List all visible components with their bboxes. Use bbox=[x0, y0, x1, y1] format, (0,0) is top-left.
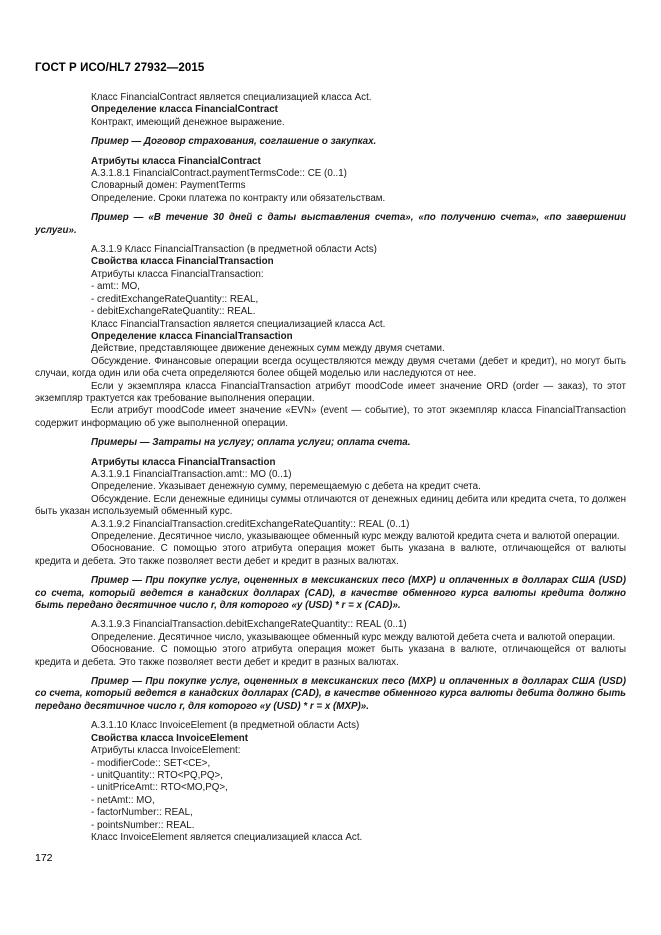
paragraph: - creditExchangeRateQuantity:: REAL, bbox=[91, 293, 259, 305]
paragraph: A.3.1.8.1 FinancialContract.paymentTermsCode:: CE (0..1) bbox=[91, 168, 347, 180]
paragraph: Если у экземпляра класса FinancialTransaction атрибут moodCode имеет значение ORD (order — заказ), то этот экземпляр трактуется как требование выполнения операции. bbox=[35, 380, 626, 404]
paragraph: Словарный домен: PaymentTerms bbox=[91, 180, 246, 192]
paragraph: Атрибуты класса FinancialTransaction: bbox=[91, 268, 264, 280]
paragraph: - amt:: MO, bbox=[91, 281, 140, 293]
paragraph: Обоснование. С помощью этого атрибута операция может быть указана в валюте, отличающейся от валюты кредита и дебета. Это также позволяет вести дебет и кредит в разных валютах. bbox=[35, 644, 626, 668]
paragraph: A.3.1.9.2 FinancialTransaction.creditExchangeRateQuantity:: REAL (0..1) bbox=[91, 518, 410, 530]
paragraph: - pointsNumber:: REAL. bbox=[91, 819, 195, 831]
paragraph: Определение. Сроки платежа по контракту или обязательствам. bbox=[91, 192, 386, 204]
paragraph: - unitQuantity:: RTO<PQ,PQ>, bbox=[91, 769, 223, 781]
paragraph-gap bbox=[35, 430, 626, 437]
section-heading: Определение класса FinancialTransaction bbox=[91, 330, 293, 342]
paragraph: Действие, представляющее движение денежных сумм между двумя счетами. bbox=[91, 343, 445, 355]
paragraph-gap bbox=[35, 568, 626, 575]
paragraph: Обоснование. С помощью этого атрибута операция может быть указана в валюте, отличающейся от валюты кредита и дебета. Это также позволяет вести дебет и кредит в разных валютах. bbox=[35, 543, 626, 567]
paragraph-gap bbox=[35, 237, 626, 244]
paragraph-gap bbox=[35, 669, 626, 676]
paragraph: Атрибуты класса InvoiceElement: bbox=[91, 745, 241, 757]
section-heading: Атрибуты класса FinancialTransaction bbox=[91, 456, 276, 468]
paragraph: - debitExchangeRateQuantity:: REAL. bbox=[91, 306, 256, 318]
paragraph: Класс InvoiceElement является специализацией класса Act. bbox=[91, 831, 363, 843]
page-number: 172 bbox=[35, 852, 53, 864]
section-heading: Атрибуты класса FinancialContract bbox=[91, 155, 261, 167]
paragraph: Класс FinancialTransaction является специализацией класса Act. bbox=[91, 318, 386, 330]
example-note: Пример — «В течение 30 дней с даты выставления счета», «по получению счета», «по завершении услуги». bbox=[35, 212, 626, 236]
example-note: Примеры — Затраты на услугу; оплата услуги; оплата счета. bbox=[91, 437, 411, 449]
paragraph-gap bbox=[35, 713, 626, 720]
example-note: Пример — При покупке услуг, оцененных в мексиканских песо (MXP) и оплаченных в долларах США (USD) со счета, который ведется в канадских долларах (CAD), в качестве обменного курса валюты кредита должно быть передано десятичное число r, для которого «y (USD) * r = x (CAD)». bbox=[35, 575, 626, 612]
example-note: Пример — При покупке услуг, оцененных в мексиканских песо (MXP) и оплаченных в долларах США (USD) со счета, который ведется в канадских долларах (CAD), в качестве обменного курса валюты дебита должно быть передано десятичное число r, для которого «y (USD) * r = x (MXP)». bbox=[35, 676, 626, 712]
paragraph: - netAmt:: MO, bbox=[91, 794, 155, 806]
paragraph: A.3.1.9.3 FinancialTransaction.debitExchangeRateQuantity:: REAL (0..1) bbox=[91, 619, 407, 631]
paragraph: Определение. Десятичное число, указывающее обменный курс между валютой кредита счета и валютой операции. bbox=[91, 531, 620, 542]
paragraph: A.3.1.10 Класс InvoiceElement (в предметной области Acts) bbox=[91, 720, 360, 732]
paragraph-gap bbox=[35, 450, 626, 457]
paragraph: Определение. Десятичное число, указывающее обменный курс между валютой дебета счета и валютой операции. bbox=[91, 631, 616, 643]
paragraph: - modifierCode:: SET<CE>, bbox=[91, 757, 211, 769]
paragraph: Если атрибут moodCode имеет значение «EVN» (event — событие), то этот экземпляр класса FinancialTransaction содержит информацию об уже выполненной операции. bbox=[35, 405, 626, 429]
paragraph: Контракт, имеющий денежное выражение. bbox=[91, 116, 285, 128]
paragraph: Обсуждение. Финансовые операции всегда осуществляются между двумя счетами (дебет и кредит), но могут быть случаи, когда один или оба счета определяются более общей моделью или наследуются от нее. bbox=[35, 355, 626, 380]
document-body bbox=[35, 92, 626, 844]
paragraph-gap bbox=[35, 205, 626, 212]
paragraph: Обсуждение. Если денежные единицы суммы отличаются от денежных единиц дебита или кредита счета, то должен быть указан используемый обменный курс. bbox=[35, 493, 626, 518]
paragraph: Определение. Указывает денежную сумму, перемещаемую с дебета на кредит счета. bbox=[91, 481, 481, 493]
example-note: Пример — Договор страхования, соглашение о закупках. bbox=[91, 136, 377, 148]
page-header: ГОСТ Р ИСО/HL7 27932—2015 bbox=[35, 62, 205, 74]
section-heading: Свойства класса InvoiceElement bbox=[91, 732, 249, 744]
paragraph-gap bbox=[35, 612, 626, 619]
paragraph: Класс FinancialContract является специализацией класса Act. bbox=[91, 92, 372, 103]
paragraph: A.3.1.9.1 FinancialTransaction.amt:: MO (0..1) bbox=[91, 468, 292, 480]
section-heading: Определение класса FinancialContract bbox=[91, 104, 278, 116]
paragraph-gap bbox=[35, 129, 626, 136]
paragraph-gap bbox=[35, 149, 626, 156]
paragraph: - factorNumber:: REAL, bbox=[91, 807, 193, 819]
paragraph: - unitPriceAmt:: RTO<MO,PQ>, bbox=[91, 782, 228, 794]
section-heading: Свойства класса FinancialTransaction bbox=[91, 256, 274, 268]
paragraph: A.3.1.9 Класс FinancialTransaction (в предметной области Acts) bbox=[91, 244, 377, 256]
